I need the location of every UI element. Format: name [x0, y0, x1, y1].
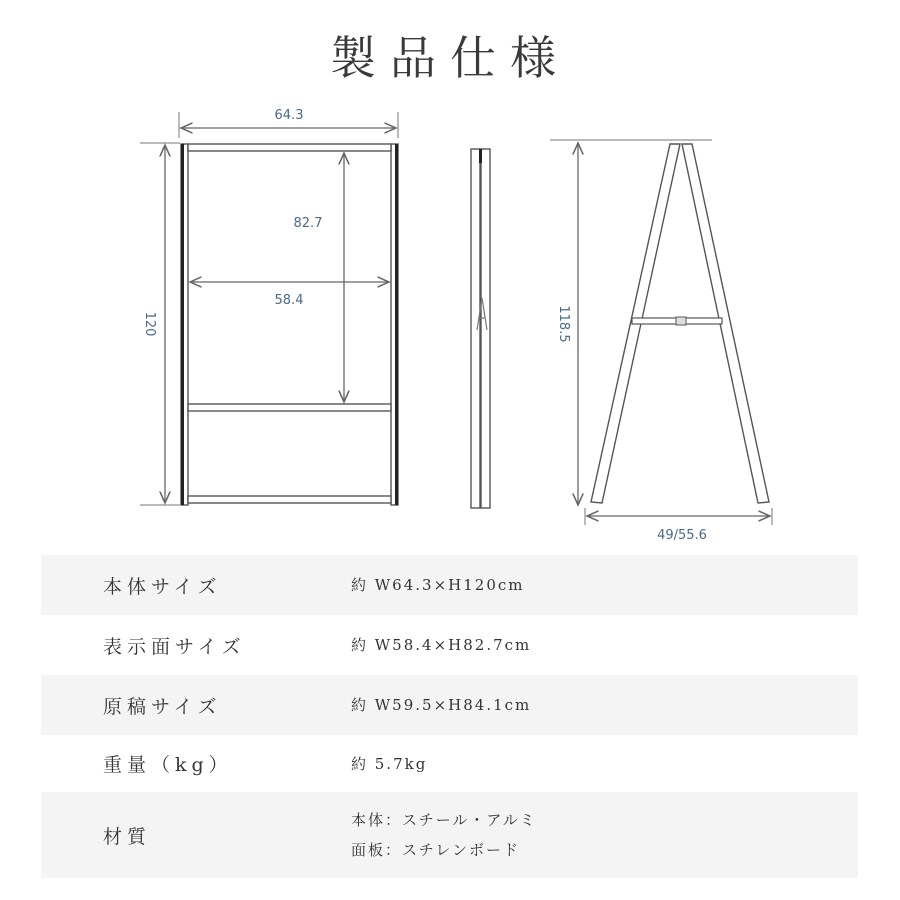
spec-label: 材質: [103, 825, 152, 848]
spec-label: 本体サイズ: [103, 575, 222, 598]
spec-table: [41, 555, 858, 878]
spec-label: 原稿サイズ: [103, 695, 222, 718]
spec-label: 表示面サイズ: [103, 635, 246, 658]
front-width-label: 64.3: [274, 108, 304, 123]
spec-value: 約 W59.5×H84.1cm: [351, 696, 532, 714]
spec-value: 面板：スチレンボード: [351, 841, 521, 859]
open-side-view: [550, 140, 772, 543]
spec-row-original-size: [41, 675, 858, 735]
side-height-label: 118.5: [556, 305, 571, 343]
front-view: [140, 108, 398, 505]
front-frame: [181, 144, 398, 505]
spec-value: 本体：スチール・アルミ: [351, 811, 537, 829]
side-base-label: 49/55.6: [657, 528, 707, 543]
display-height-label: 82.7: [293, 216, 323, 231]
page-title: 製品仕様: [330, 31, 570, 85]
spec-value-group: [351, 805, 537, 865]
display-width-label: 58.4: [274, 293, 304, 308]
folded-side-view: [471, 149, 490, 508]
spec-value: 約 5.7kg: [351, 754, 428, 773]
spec-row-material: [41, 792, 858, 878]
front-height-label: 120: [142, 311, 157, 337]
spec-row-display-size: [41, 615, 858, 675]
spec-label: 重量（kg）: [103, 754, 233, 776]
spec-row-weight: [41, 735, 858, 792]
spec-row-body-size: [41, 555, 858, 615]
spec-value: 約 W64.3×H120cm: [351, 576, 525, 594]
spec-value: 約 W58.4×H82.7cm: [351, 636, 532, 654]
